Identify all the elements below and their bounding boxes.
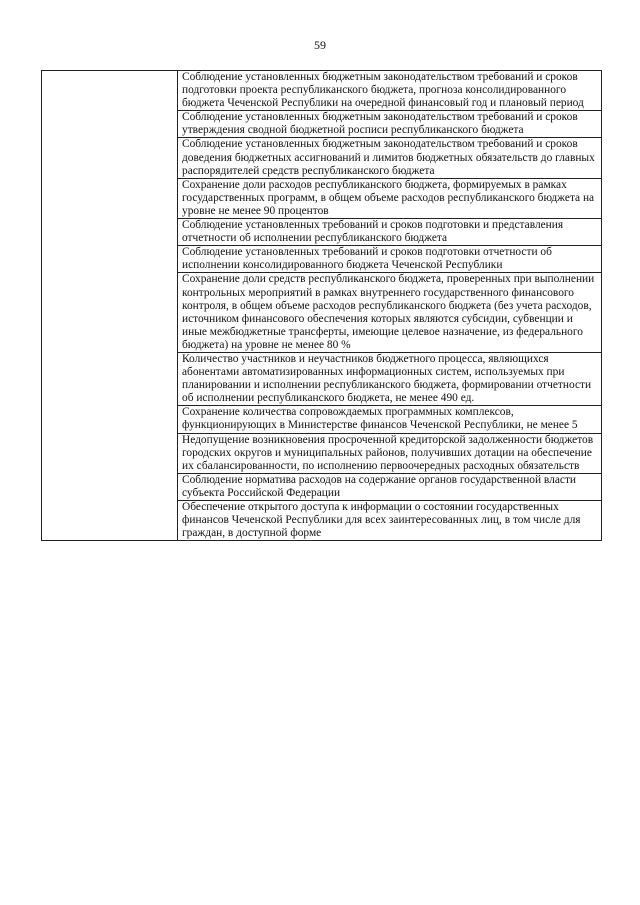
indicator-cell: Соблюдение установленных бюджетным законодательством требований и сроков доведения бюджетных ассигнований и лимитов бюджетных обязательств до главных распорядителей средств республиканского бюджета [178, 138, 602, 178]
indicator-cell: Соблюдение норматива расходов на содержание органов государственной власти субъекта Российской Федерации [178, 473, 602, 500]
page-number: 59 [314, 38, 326, 52]
table-row [42, 71, 602, 111]
indicator-cell: Сохранение доли средств республиканского бюджета, проверенных при выполнении контрольных мероприятий в рамках внутреннего государственного финансового контроля, в общем объеме расходов республиканского бюджета (без учета расходов, источником финансового обеспечения которых являются субсидии, субвенции и иные межбюджетные трансферты, имеющие целевое назначение, из федерального бюджета) на уровне не менее 80 % [178, 273, 602, 353]
indicator-cell: Обеспечение открытого доступа к информации о состоянии государственных финансов Чеченской Республики для всех заинтересованных лиц, в том числе для граждан, в доступной форме [178, 501, 602, 541]
indicator-cell: Количество участников и неучастников бюджетного процесса, являющихся абонентами автоматизированных информационных систем, используемых при планировании и исполнении республиканского бюджета, формировании отчетности об исполнении республиканского бюджета, не менее 490 ед. [178, 352, 602, 405]
indicator-cell: Сохранение доли расходов республиканского бюджета, формируемых в рамках государственных программ, в общем объеме расходов республиканского бюджета на уровне не менее 90 процентов [178, 178, 602, 218]
indicator-cell: Соблюдение установленных требований и сроков подготовки отчетности об исполнении консолидированного бюджета Чеченской Республики [178, 246, 602, 273]
empty-label-cell [42, 71, 178, 541]
indicator-cell: Соблюдение установленных бюджетным законодательством требований и сроков подготовки проекта республиканского бюджета, прогноза консолидированного бюджета Чеченской Республики на очередной финансовый год и плановый период [178, 71, 602, 111]
indicator-cell: Сохранение количества сопровождаемых программных комплексов, функционирующих в Министерстве финансов Чеченской Республики, не менее 5 [178, 406, 602, 433]
indicator-cell: Недопущение возникновения просроченной кредиторской задолженности бюджетов городских округов и муниципальных районов, получивших дотации на обеспечение их сбалансированности, по исполнению первоочередных расходных обязательств [178, 433, 602, 473]
indicator-cell: Соблюдение установленных бюджетным законодательством требований и сроков утверждения сводной бюджетной росписи республиканского бюджета [178, 111, 602, 138]
indicator-cell: Соблюдение установленных требований и сроков подготовки и представления отчетности об исполнении республиканского бюджета [178, 219, 602, 246]
indicators-table [41, 70, 602, 541]
